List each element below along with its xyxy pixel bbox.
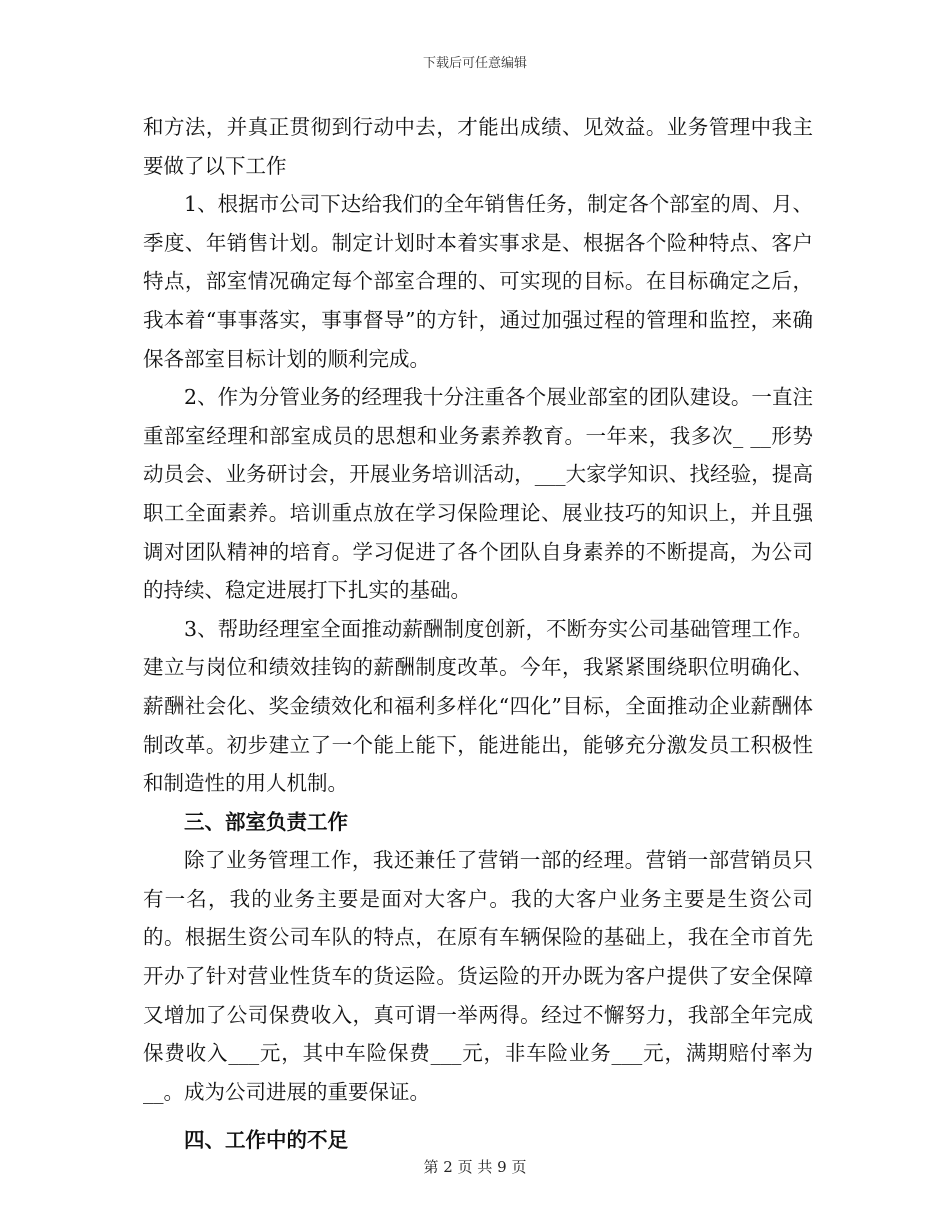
paragraph-item-3: 3、帮助经理室全面推动薪酬制度创新，不断夯实公司基础管理工作。建立与岗位和绩效挂钩的薪酬制度改革。今年，我紧紧围绕职位明确化、薪酬社会化、奖金绩效化和福利多样化“四化”目标，全面推动企业薪酬体制改革。初步建立了一个能上能下，能进能出，能够充分激发员工积极性和制造性的用人机制。 [143,616,813,796]
page-footer: 第 2 页 共 9 页 [423,1158,527,1176]
document-body [143,108,813,1160]
section-heading-4: 四、工作中的不足 [184,1128,348,1153]
paragraph-item-2: 2、作为分管业务的经理我十分注重各个展业部室的团队建设。一直注重部室经理和部室成员的思想和业务素养教育。一年来，我多次_ __形势动员会、业务研讨会，开展业务培训活动，___大家学知识、找经验，提高职工全面素养。培训重点放在学习保险理论、展业技巧的知识上，并且强调对团队精神的培育。学习促进了各个团队自身素养的不断提高，为公司的持续、稳定进展打下扎实的基础。 [143,385,813,603]
section-heading-3: 三、部室负责工作 [184,809,348,834]
page-header: 下载后可任意编辑 [422,56,527,71]
paragraph-continuation: 和方法，并真正贯彻到行动中去，才能出成绩、见效益。业务管理中我主要做了以下工作 [143,115,813,178]
paragraph-item-1: 1、根据市公司下达给我们的全年销售任务，制定各个部室的周、月、季度、年销售计划。制定计划时本着实事求是、根据各个险种特点、客户特点，部室情况确定每个部室合理的、可实现的目标。在目标确定之后，我本着“事事落实，事事督导”的方针，通过加强过程的管理和监控，来确保各部室目标计划的顺利完成。 [143,192,813,371]
paragraph-department-work: 除了业务管理工作，我还兼任了营销一部的经理。营销一部营销员只有一名，我的业务主要是面对大客户。我的大客户业务主要是生资公司的。根据生资公司车队的特点，在原有车辆保险的基础上，我在全市首先开办了针对营业性货车的货运险。货运险的开办既为客户提供了安全保障又增加了公司保费收入，真可谓一举两得。经过不懈努力，我部全年完成保费收入___元，其中车险保费___元，非车险业务___元，满期赔付率为__。成为公司进展的重要保证。 [143,848,813,1104]
